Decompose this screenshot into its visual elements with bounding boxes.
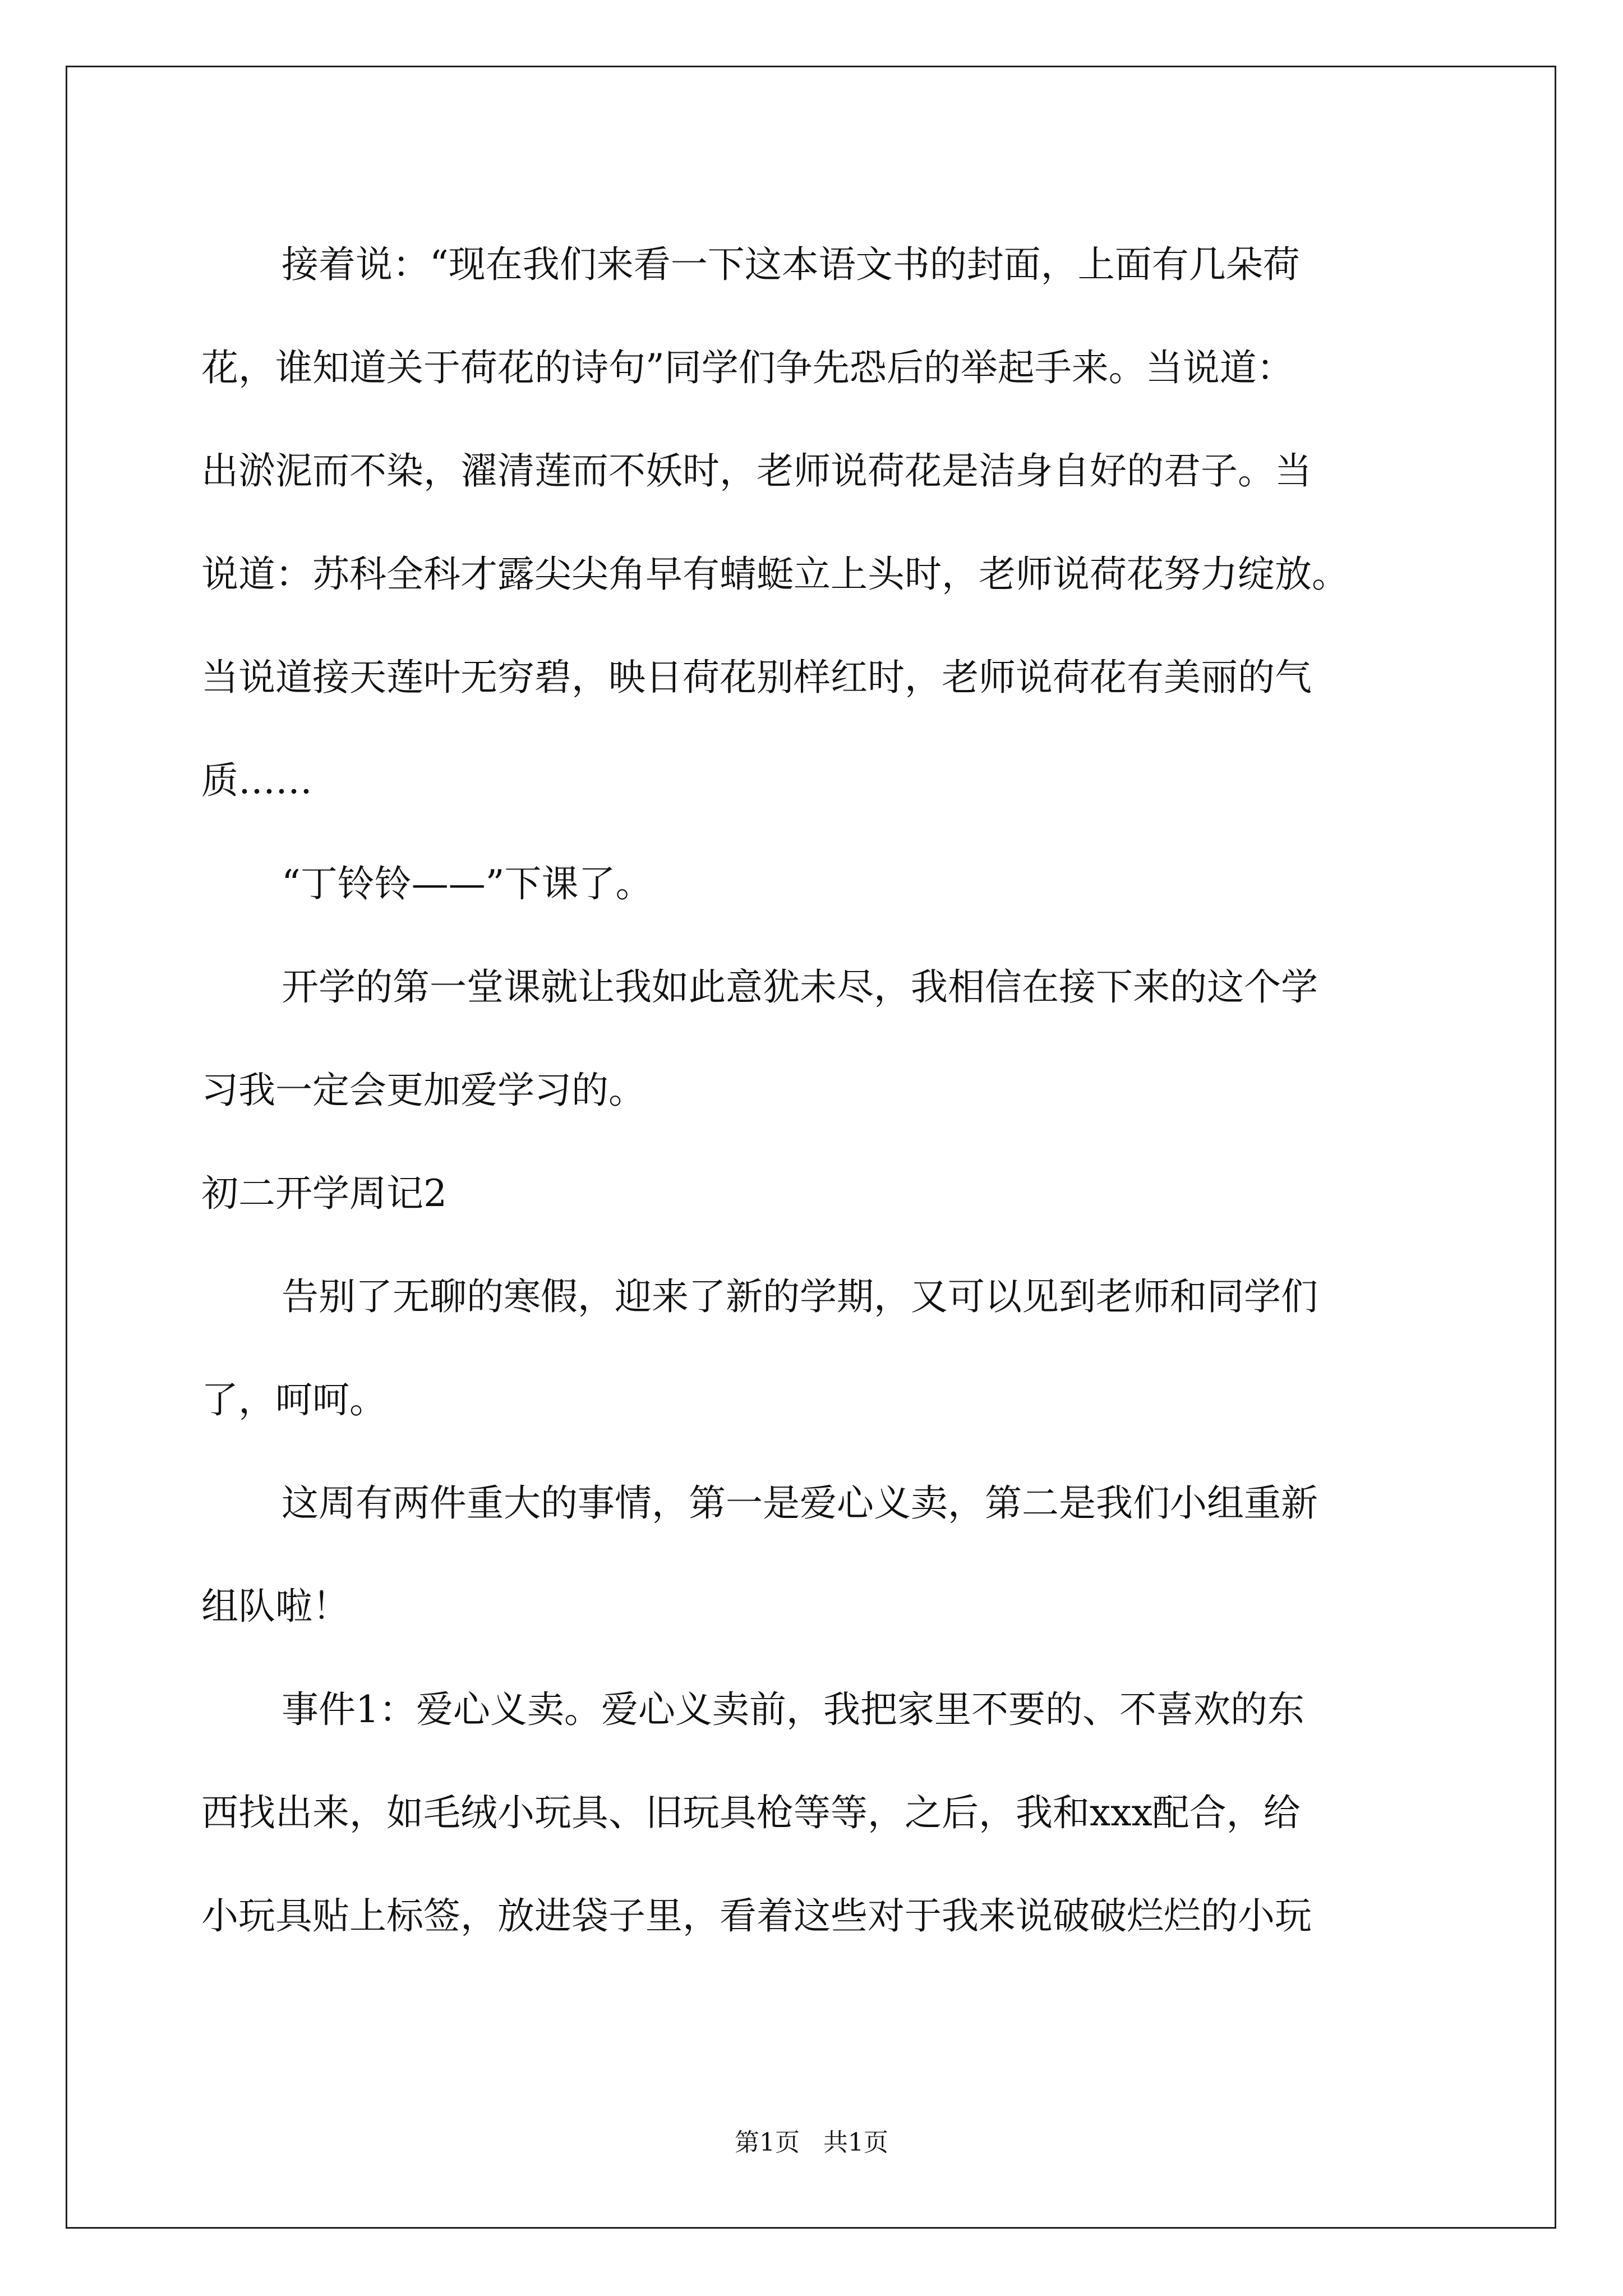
paragraph <box>201 213 1435 832</box>
text-line: 花，谁知道关于荷花的诗句”同学们争先恐后的举起手来。当说道： <box>201 346 1294 389</box>
page-footer <box>0 2126 1623 2160</box>
text-line: 这周有两件重大的事情，第一是爱心义卖，第二是我们小组重新 <box>282 1481 1318 1525</box>
page-total: 共1页 <box>823 2128 888 2157</box>
text-line: 了，呵呵。 <box>201 1378 386 1421</box>
paragraph <box>201 1245 1435 1452</box>
paragraph <box>201 1452 1435 1658</box>
paragraph <box>201 1658 1435 1968</box>
text-line: “丁铃铃——”下课了。 <box>282 862 653 905</box>
text-line: 组队啦！ <box>201 1585 349 1628</box>
text-line: 接着说：“现在我们来看一下这本语文书的封面，上面有几朵荷 <box>282 243 1300 286</box>
text-line: 习我一定会更加爱学习的。 <box>201 1069 645 1112</box>
text-line: 小玩具贴上标签，放进袋子里，看着这些对于我来说破破烂烂的小玩 <box>201 1894 1312 1938</box>
paragraph <box>201 936 1435 1142</box>
section-heading <box>201 1142 1435 1245</box>
text-line: 出淤泥而不染，濯清莲而不妖时，老师说荷花是洁身自好的君子。当 <box>201 449 1312 493</box>
heading-text: 初二开学周记2 <box>201 1172 447 1215</box>
text-line: 事件1：爱心义卖。爱心义卖前，我把家里不要的、不喜欢的东 <box>282 1688 1304 1731</box>
text-line: 说道：苏科全科才露尖尖角早有蜻蜓立上头时，老师说荷花努力绽放。 <box>201 553 1349 596</box>
page-number: 第1页 <box>735 2128 800 2157</box>
text-line: 开学的第一堂课就让我如此意犹未尽，我相信在接下来的这个学 <box>282 965 1318 1009</box>
document-body <box>201 213 1435 1968</box>
text-line: 西找出来，如毛绒小玩具、旧玩具枪等等，之后，我和xxx配合，给 <box>201 1791 1301 1834</box>
text-line: 告别了无聊的寒假，迎来了新的学期，又可以见到老师和同学们 <box>282 1275 1318 1318</box>
paragraph <box>201 832 1435 936</box>
text-line: 当说道接天莲叶无穷碧，映日荷花别样红时，老师说荷花有美丽的气 <box>201 656 1312 699</box>
text-line: 质…… <box>201 759 312 802</box>
